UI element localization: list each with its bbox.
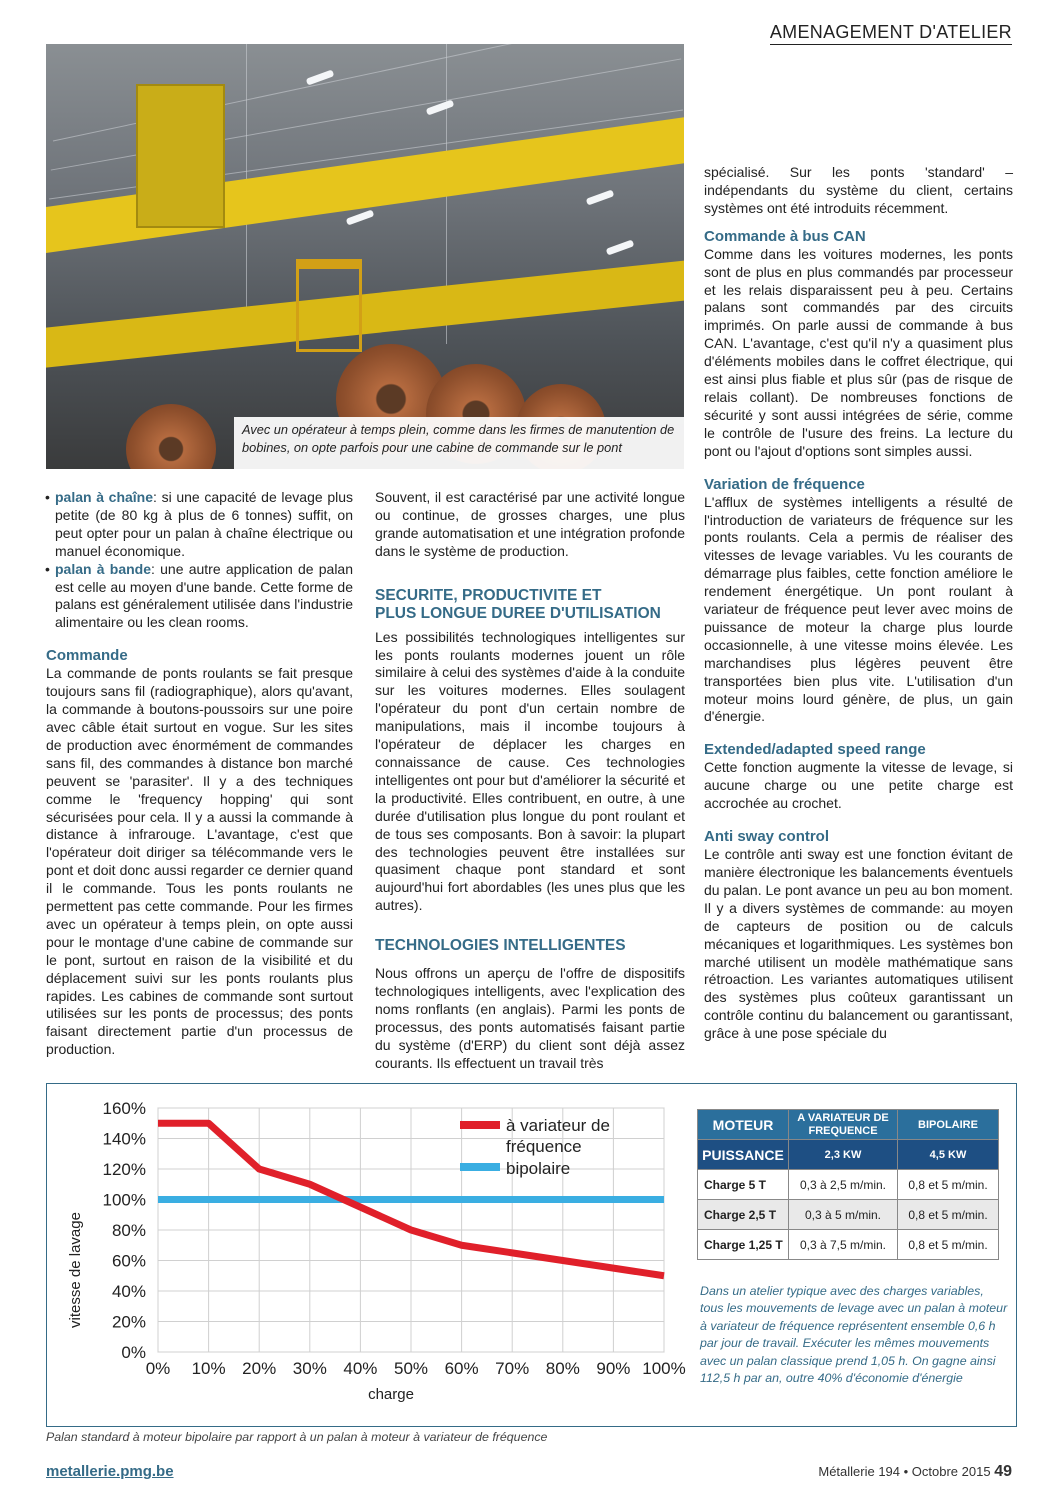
subheading-antisway: Anti sway control	[704, 828, 830, 846]
y-tick-labels	[103, 1099, 146, 1362]
motor-table	[697, 1109, 999, 1260]
header-bipolaire: BIPOLAIRE	[898, 1110, 999, 1140]
x-axis-label: charge	[368, 1386, 414, 1403]
site-link[interactable]: metallerie.pmg.be	[46, 1463, 174, 1480]
paragraph: spécialisé. Sur les ponts 'standard' – indépendants du système du client, certains systèmes ont été introduits récemment.	[704, 164, 1013, 216]
y-tick-label: 80%	[111, 1221, 146, 1240]
x-tick-label: 30%	[292, 1359, 327, 1378]
paragraph: Souvent, il est caractérisé par une activité longue ou continue, de grosses charges, une plus grande automatisation et une intégration profonde dans le système de production.	[375, 489, 685, 559]
column-3	[704, 164, 1013, 1043]
paragraph: Les possibilités technologiques intelligentes sur les ponts roulants modernes jouent un rôle similaire à celui des systèmes d'aide à la conduite sur les voitures modernes. Elles soulagent l'opérateur du pont d'un certain nombre de manipulations, mais il incombe toujours à l'opérateur de déplacer les charges en connaissance de cause. Ces technologies intelligentes ont pour but d'améliorer la sécurité et la productivité. Elles contribuent, en outre, à une durée d'utilisation plus longue du pont roulant et de tous ses composants. Bon à savoir: la plupart des technologies peuvent être installées sur quasiment chaque pont standard et sont aujourd'hui fort abordables (les unes plus que les autres).	[375, 628, 685, 914]
page-number: 49	[994, 1463, 1012, 1480]
legend-label-bipolaire: bipolaire	[506, 1159, 571, 1178]
column-1	[46, 489, 353, 1059]
paragraph: L'afflux de systèmes intelligents a résulté de l'introduction de variateurs de fréquence sur les ponts roulants. Cela a permis de réaliser des vitesses de levage variables. Vu les courants de démarrage plus faibles, cette fonction améliore le rendement énergétique. Un pont roulant à variateur de fréquence peut lever avec moins de puissance de moteur la charge plus lourde occasionnelle, à une vitesse moins élevée. Les marchandises plus légères peuvent être transportées bien plus vite. L'utilisation d'un moteur moins lourd génère, de plus, un gain d'énergie.	[704, 493, 1013, 725]
header-moteur: MOTEUR	[698, 1110, 789, 1140]
section-header: AMENAGEMENT D'ATELIER	[770, 22, 1012, 45]
section-heading-securite: SECURITE, PRODUCTIVITE ET PLUS LONGUE DUREE D'UTILISATION	[375, 586, 661, 622]
x-tick-label: 10%	[191, 1359, 226, 1378]
x-tick-label: 0%	[145, 1359, 171, 1378]
subheading-variation: Variation de fréquence	[704, 475, 865, 493]
subheading-can: Commande à bus CAN	[704, 227, 866, 245]
paragraph: Cette fonction augmente la vitesse de levage, si aucune charge ou une petite charge est accrochée au crochet.	[704, 759, 1013, 812]
list-item: • palan à chaîne: si une capacité de levage plus petite (de 80 kg à plus de 6 tonnes) suffit, on peut opter pour un palan à chaîne électrique ou manuel économique.	[46, 489, 353, 561]
x-tick-label: 40%	[343, 1359, 378, 1378]
legend-label-variateur-1: à variateur de	[506, 1116, 610, 1135]
y-tick-label: 60%	[111, 1251, 146, 1271]
y-tick-label: 0%	[121, 1343, 146, 1362]
header-variateur: A VARIATEUR DE FREQUENCE	[789, 1110, 898, 1140]
column-2	[375, 489, 685, 1073]
y-tick-label: 120%	[102, 1160, 146, 1179]
table-note: Dans un atelier typique avec des charges variables, tous les mouvements de levage avec un palan à moteur à variateur de fréquence représentent ensemble 0,6 h par jour de travail. Exécuter les mêmes mouvements avec un palan classique prend 1,05 h. On gagne ainsi 112,5 h par an, outre 40% d'économie d'énergie	[700, 1284, 1008, 1386]
y-tick-label: 40%	[111, 1282, 146, 1301]
x-tick-label: 60%	[444, 1359, 479, 1378]
x-tick-label: 50%	[393, 1359, 429, 1378]
chart-caption: Palan standard à moteur bipolaire par rapport à un palan à moteur à variateur de fréquence	[46, 1430, 548, 1444]
x-tick-label: 70%	[495, 1359, 530, 1378]
x-tick-label: 20%	[242, 1359, 277, 1378]
legend-label-variateur-2: fréquence	[506, 1137, 582, 1156]
x-tick-label: 90%	[596, 1359, 631, 1378]
y-tick-label: 100%	[102, 1190, 146, 1210]
x-tick-label: 80%	[545, 1359, 580, 1378]
puissance-variateur: 2,3 KW	[789, 1140, 898, 1170]
paragraph: Comme dans les voitures modernes, les ponts sont de plus en plus commandés par processeur et les relais disparaissent peu à peu. Certains palans sont commandés par des circuits imprimés. On parle aussi de commande à bus CAN. L'avantage, c'est qu'il n'y a quasiment plus d'éléments mobiles dans le coffret électrique, qui est ainsi plus fiable et plus sûr (pas de risque de relais collant). De nombreuses fonctions de sécurité y sont aussi intégrées de série, comme le contrôle de l'usure des freins. La lecture du pont ou l'ajout d'options sont simples aussi.	[704, 245, 1013, 459]
puissance-bipolaire: 4,5 KW	[898, 1140, 999, 1170]
paragraph: Le contrôle anti sway est une fonction évitant de manière électronique les balancements éventuels du palan. Le pont avance un peu au bon moment. Il y a divers systèmes de commande: au moyen de capteurs de position ou de calculs mécaniques et logarithmiques. Les systèmes bon marché utilisent un modèle mathématique sans rétroaction. Les variantes automatiques utilisent des systèmes plus coûteux garantissant un contrôle continu du balancement ou garantissant, grâce à une pose spéciale du	[704, 846, 1014, 1042]
table-row: Charge 1,25 T 0,3 à 7,5 m/min. 0,8 et 5 m/min.	[698, 1230, 999, 1260]
list-item: • palan à bande: une autre application de palan est celle au moyen d'une bande. Cette forme de palans est généralement utilisée dans l'industrie alimentaire ou les clean rooms.	[46, 561, 353, 633]
y-tick-label: 20%	[111, 1312, 146, 1332]
x-tick-labels	[146, 1359, 686, 1378]
subheading-extended: Extended/adapted speed range	[704, 741, 926, 759]
speed-chart	[48, 1086, 688, 1426]
y-tick-label: 140%	[102, 1129, 146, 1149]
y-tick-label: 160%	[102, 1099, 146, 1118]
subheading-commande: Commande	[46, 647, 128, 665]
paragraph: La commande de ponts roulants se fait presque toujours sans fil (radiographique), alors qu'avant, la commande à boutons-poussoirs sur une poire avec câble était surtout en vogue. Sur les sites de production avec énormément de commandes sans fil, des commandes à distance bon marché peuvent se 'parasiter'. Il y a des techniques comme le 'frequency hopping' qui sont sécurisées pour cela. Il y a aussi la commande à distance à infrarouge. L'avantage, c'est que l'opérateur doit diriger sa télécommande vers le pont et doit donc aussi regarder ce dernier quand il le commande. Tous les ponts roulants ne permettent pas cette commande. Pour les firmes avec un opérateur à temps plein, on opte aussi pour le montage d'une cabine de commande sur le pont, surtout en raison de la visibilité et du déplacement suivi sur les ponts roulants plus rapides. Les cabines de commande sont surtout utilisées sur les ponts de processus; des ponts faisant directement partie d'un processus de production.	[46, 665, 353, 1058]
section-heading-technologies: TECHNOLOGIES INTELLIGENTES	[375, 937, 626, 955]
crane-photo	[46, 44, 684, 469]
table-row: Charge 5 T 0,3 à 2,5 m/min. 0,8 et 5 m/min.	[698, 1170, 999, 1200]
label-puissance: PUISSANCE	[698, 1140, 789, 1170]
paragraph: Nous offrons un aperçu de l'offre de dispositifs technologiques intelligents, avec l'explication des noms ronflants (en anglais). Parmi les ponts de processus, des ponts automatisés faisant partie du système (d'ERP) du client sont déjà assez courants. Ils effectuent un travail très	[375, 965, 685, 1071]
issue-label: Métallerie 194 • Octobre 2015	[818, 1464, 991, 1479]
photo-caption: Avec un opérateur à temps plein, comme dans les firmes de manutention de bobines, on opte parfois pour une cabine de commande sur le pont	[234, 417, 684, 469]
table-row: Charge 2,5 T 0,3 à 5 m/min. 0,8 et 5 m/min.	[698, 1200, 999, 1230]
x-tick-label: 100%	[642, 1359, 686, 1378]
y-axis-label: vitesse de lavage	[67, 1212, 84, 1328]
folio	[818, 1463, 1012, 1481]
